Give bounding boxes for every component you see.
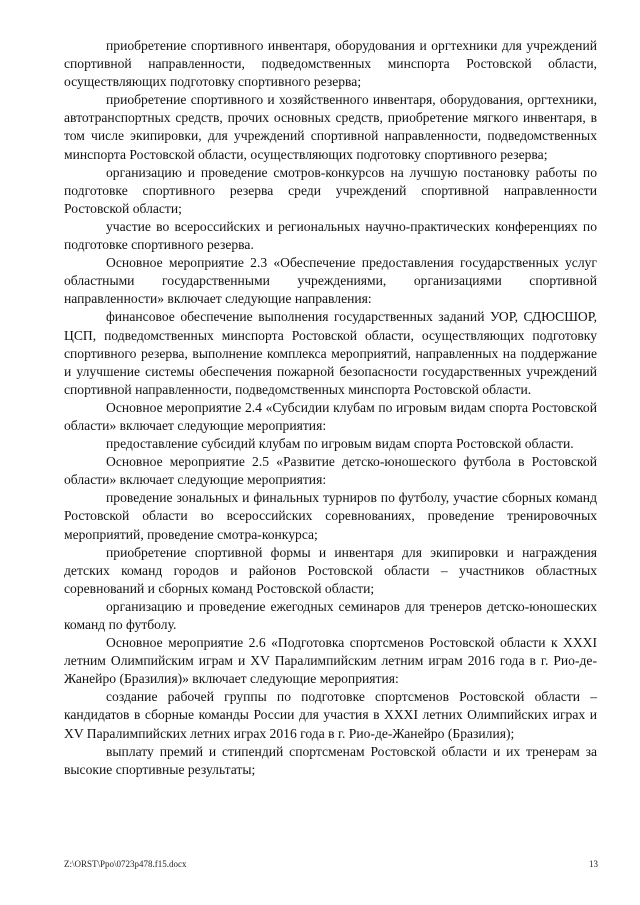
paragraph: участие во всероссийских и региональных научно-практических конференциях по подготовке спортивного резерва. [64, 218, 597, 253]
footer-file-path: Z:\ORST\Ppo\0723p478.f15.docx [64, 859, 187, 869]
paragraph: приобретение спортивного инвентаря, оборудования и оргтехники для учреждений спортивной направленности, подведомственных минспорта Ростовской области, осуществляющих подготовку спортивного резерва; [64, 38, 597, 90]
document-body [64, 37, 597, 779]
page-number: 13 [589, 859, 598, 869]
paragraph: Основное мероприятие 2.3 «Обеспечение предоставления государственных услуг областными государственными учреждениями, организациями спортивной направленности» включает следующие направления: [64, 255, 597, 307]
paragraph: приобретение спортивной формы и инвентаря для экипировки и награждения детских команд городов и районов Ростовской области – участников областных соревнований и сборных команд Ростовской области; [64, 544, 597, 596]
paragraph: выплату премий и стипендий спортсменам Ростовской области и их тренерам за высокие спортивные результаты; [64, 743, 597, 777]
paragraph: Основное мероприятие 2.6 «Подготовка спортсменов Ростовской области к XXXI летним Олимпийским играм и XV Паралимпийским летним играм 2016 года в г. Рио-де-Жанейро (Бразилия)» включает следующие мероприятия: [64, 635, 597, 687]
paragraph: организацию и проведение ежегодных семинаров для тренеров детско-юношеских команд по футболу. [64, 598, 597, 632]
paragraph: финансовое обеспечение выполнения государственных заданий УОР, СДЮСШОР, ЦСП, подведомственных минспорта Ростовской области, осуществляющих подготовку спортивного резерва, выполнение комплекса мероприятий, направленных на поддержание и улучшение системы обеспечения пожарной безопасности государственных учреждений спортивной направленности, подведомственных минспорта Ростовской области. [64, 309, 597, 397]
paragraph: Основное мероприятие 2.5 «Развитие детско-юношеского футбола в Ростовской области» включает следующие мероприятия: [64, 454, 597, 488]
paragraph: предоставление субсидий клубам по игровым видам спорта Ростовской области. [106, 436, 574, 452]
paragraph: проведение зональных и финальных турниров по футболу, участие сборных команд Ростовской области во всероссийских соревнованиях, проведение тренировочных мероприятий, проведение смотра-конкурса; [64, 490, 597, 542]
paragraph: создание рабочей группы по подготовке спортсменов Ростовской области – кандидатов в сборные команды России для участия в XXXI летних Олимпийских играх и XV Паралимпийских летних играх 2016 года в г. Рио-де-Жанейро (Бразилия); [64, 689, 597, 741]
paragraph: Основное мероприятие 2.4 «Субсидии клубам по игровым видам спорта Ростовской области» включает следующие мероприятия: [64, 399, 597, 433]
paragraph: приобретение спортивного и хозяйственного инвентаря, оборудования, оргтехники, автотранспортных средств, прочих основных средств, приобретение мягкого инвентаря, в том числе экипировки, для учреждений спортивной направленности, подведомственных минспорта Ростовской области, осуществляющих подготовку спортивного резерва; [64, 92, 597, 162]
paragraph: организацию и проведение смотров-конкурсов на лучшую постановку работы по подготовке спортивного резерва среди учреждений спортивной направленности Ростовской области; [64, 164, 597, 216]
